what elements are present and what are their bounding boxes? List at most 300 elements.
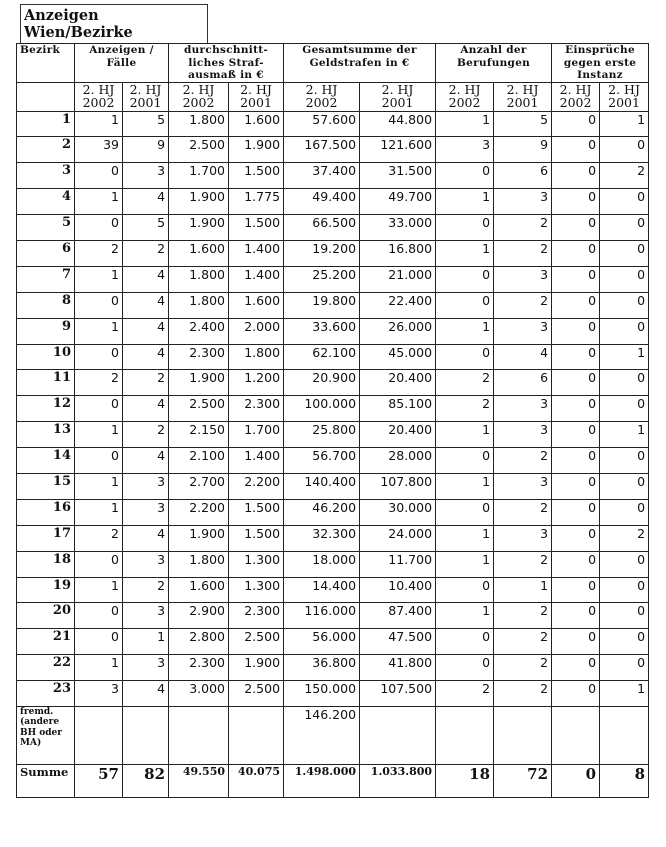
table-cell (552, 706, 600, 764)
bezirk-number: 20 (17, 603, 75, 629)
table-cell: 1 (123, 629, 169, 655)
table-cell: 24.000 (360, 525, 436, 551)
table-cell: 21.000 (360, 266, 436, 292)
table-cell: 39 (75, 137, 123, 163)
table-cell: 0 (552, 396, 600, 422)
table-cell (494, 706, 552, 764)
bezirk-number: 22 (17, 655, 75, 681)
table-cell: 0 (436, 266, 494, 292)
bezirk-number: 9 (17, 318, 75, 344)
table-cell: 0 (436, 655, 494, 681)
table-cell: 3 (494, 422, 552, 448)
header-anzahl-berufungen: Anzahl der Berufungen (436, 44, 552, 83)
table-cell: 1.400 (229, 240, 284, 266)
table-title (20, 4, 208, 44)
table-row (17, 266, 649, 292)
table-cell: 1.900 (169, 189, 229, 215)
table-cell (600, 706, 649, 764)
subheader-half-year: 2. HJ (182, 81, 215, 97)
table-row (17, 240, 649, 266)
table-cell: 1.800 (169, 292, 229, 318)
table-cell: 1.900 (169, 525, 229, 551)
table-cell: 0 (552, 499, 600, 525)
table-cell: 26.000 (360, 318, 436, 344)
table-cell: 0 (600, 240, 649, 266)
table-cell: 3 (123, 655, 169, 681)
table-row (17, 629, 649, 655)
table-cell: 57.600 (284, 111, 360, 137)
table-cell: 3 (123, 603, 169, 629)
table-cell: 1.600 (169, 240, 229, 266)
table-cell: 18.000 (284, 551, 360, 577)
table-cell: 1 (436, 525, 494, 551)
table-cell: 0 (600, 396, 649, 422)
bezirk-number: 21 (17, 629, 75, 655)
table-cell: 3 (494, 266, 552, 292)
table-cell: 2.150 (169, 422, 229, 448)
subheader-half-year: 2. HJ (506, 81, 539, 97)
table-cell: 0 (600, 448, 649, 474)
table-cell: 32.300 (284, 525, 360, 551)
table-cell: 0 (75, 448, 123, 474)
table-cell: 1.500 (229, 163, 284, 189)
table-cell: 2 (600, 163, 649, 189)
table-cell: 0 (552, 266, 600, 292)
table-cell: 4 (123, 318, 169, 344)
table-cell: 4 (123, 189, 169, 215)
table-cell: 2 (494, 215, 552, 241)
subheader-year: 2001 (240, 94, 272, 110)
table-cell: 0 (552, 344, 600, 370)
table-cell: 4 (123, 344, 169, 370)
table-cell: 0 (600, 499, 649, 525)
fremd-row (17, 706, 649, 764)
table-cell: 2 (123, 240, 169, 266)
table-cell: 0 (600, 292, 649, 318)
table-row (17, 603, 649, 629)
subheader-half-year: 2. HJ (608, 81, 640, 97)
table-cell: 19.200 (284, 240, 360, 266)
table-cell: 1 (75, 499, 123, 525)
table-cell: 56.700 (284, 448, 360, 474)
table-cell: 1.775 (229, 189, 284, 215)
bezirk-number: 1 (17, 111, 75, 137)
table-cell: 2 (436, 370, 494, 396)
table-cell: 5 (123, 111, 169, 137)
table-cell: 2 (494, 681, 552, 707)
subheader-year: 2001 (129, 94, 162, 110)
table-cell: 0 (552, 681, 600, 707)
table-cell: 2 (75, 370, 123, 396)
table-cell: 46.200 (284, 499, 360, 525)
subheader-year: 2002 (448, 94, 481, 110)
table-cell: 0 (600, 655, 649, 681)
summe-cell: 18 (436, 764, 494, 797)
subheader-half-year: 2. HJ (381, 81, 414, 97)
table-cell: 22.400 (360, 292, 436, 318)
table-cell: 0 (75, 629, 123, 655)
table-cell: 0 (75, 551, 123, 577)
bezirk-number: 12 (17, 396, 75, 422)
table-cell: 9 (494, 137, 552, 163)
table-cell: 3 (436, 137, 494, 163)
header-gesamtsumme-geldstrafen: Gesamtsumme der Geldstrafen in € (284, 44, 436, 83)
table-cell (229, 706, 284, 764)
bezirk-number: 23 (17, 681, 75, 707)
table-cell: 1 (75, 655, 123, 681)
table-cell: 2 (75, 525, 123, 551)
table-cell: 66.500 (284, 215, 360, 241)
table-cell: 0 (600, 629, 649, 655)
table-cell: 1.200 (229, 370, 284, 396)
table-row (17, 448, 649, 474)
table-cell: 33.000 (360, 215, 436, 241)
table-cell: 3 (75, 681, 123, 707)
table-cell: 107.800 (360, 473, 436, 499)
table-cell: 3 (123, 499, 169, 525)
table-cell: 0 (600, 577, 649, 603)
table-cell: 0 (552, 292, 600, 318)
table-cell: 2 (123, 422, 169, 448)
bezirk-number: 13 (17, 422, 75, 448)
table-cell: 33.600 (284, 318, 360, 344)
bezirk-number: 7 (17, 266, 75, 292)
header-durchschnittliches-strafausmass: durchschnitt-liches Straf-ausmaß in € (169, 44, 284, 83)
table-cell: 62.100 (284, 344, 360, 370)
table-cell: 0 (436, 163, 494, 189)
table-cell: 0 (600, 551, 649, 577)
subheader-period (360, 82, 436, 111)
bezirk-number: 6 (17, 240, 75, 266)
table-cell: 0 (552, 603, 600, 629)
subheader-period (169, 82, 229, 111)
table-cell: 0 (552, 473, 600, 499)
table-cell: 4 (123, 525, 169, 551)
table-cell: 0 (552, 577, 600, 603)
table-cell: 2 (436, 396, 494, 422)
summe-cell: 82 (123, 764, 169, 797)
subheader-period (494, 82, 552, 111)
summe-cell: 49.550 (169, 764, 229, 797)
table-cell: 85.100 (360, 396, 436, 422)
subheader-row (17, 82, 649, 111)
table-cell: 1.300 (229, 551, 284, 577)
table-cell: 1.900 (229, 137, 284, 163)
bezirk-number: 18 (17, 551, 75, 577)
subheader-year: 2001 (506, 94, 539, 110)
table-cell: 1.400 (229, 448, 284, 474)
table-row (17, 137, 649, 163)
table-cell: 2 (494, 655, 552, 681)
subheader-year: 2001 (608, 94, 640, 110)
table-cell: 11.700 (360, 551, 436, 577)
table-cell: 3.000 (169, 681, 229, 707)
table-cell: 2 (494, 551, 552, 577)
table-row (17, 370, 649, 396)
summe-cell: 72 (494, 764, 552, 797)
table-cell: 1 (75, 577, 123, 603)
table-cell: 49.700 (360, 189, 436, 215)
table-cell: 146.200 (284, 706, 360, 764)
table-cell (75, 706, 123, 764)
table-cell: 1 (436, 318, 494, 344)
table-cell: 2.400 (169, 318, 229, 344)
table-cell: 0 (75, 215, 123, 241)
table-cell: 0 (552, 318, 600, 344)
table-cell: 2.500 (169, 396, 229, 422)
table-cell: 1.800 (169, 266, 229, 292)
table-cell: 36.800 (284, 655, 360, 681)
table-cell: 2 (436, 681, 494, 707)
table-cell: 1.600 (169, 577, 229, 603)
table-row (17, 189, 649, 215)
table-row (17, 318, 649, 344)
table-cell: 0 (600, 603, 649, 629)
subheader-year: 2002 (559, 94, 592, 110)
table-cell: 2.500 (229, 629, 284, 655)
table-cell: 2.300 (229, 396, 284, 422)
bezirk-number: 14 (17, 448, 75, 474)
table-cell: 0 (552, 240, 600, 266)
table-cell: 87.400 (360, 603, 436, 629)
table-cell: 1 (436, 111, 494, 137)
table-cell: 121.600 (360, 137, 436, 163)
title-line-1: Anzeigen (24, 7, 99, 24)
summe-cell: 0 (552, 764, 600, 797)
table-cell: 0 (600, 370, 649, 396)
table-cell: 2.800 (169, 629, 229, 655)
table-cell: 100.000 (284, 396, 360, 422)
table-cell: 2 (494, 603, 552, 629)
table-cell: 0 (436, 629, 494, 655)
table-cell: 140.400 (284, 473, 360, 499)
subheader-half-year: 2. HJ (240, 81, 272, 97)
subheader-year: 2001 (381, 94, 414, 110)
table-row (17, 577, 649, 603)
table-cell: 3 (494, 473, 552, 499)
table-row (17, 473, 649, 499)
table-cell: 10.400 (360, 577, 436, 603)
table-cell: 1.500 (229, 215, 284, 241)
bezirk-number: 2 (17, 137, 75, 163)
table-cell: 1 (75, 266, 123, 292)
table-cell: 2 (494, 448, 552, 474)
table-cell: 45.000 (360, 344, 436, 370)
table-row (17, 655, 649, 681)
table-cell: 0 (75, 344, 123, 370)
subheader-empty (17, 82, 75, 111)
table-cell: 1.500 (229, 525, 284, 551)
subheader-year: 2002 (82, 94, 115, 110)
summe-cell: 57 (75, 764, 123, 797)
table-row (17, 396, 649, 422)
table-cell: 1 (600, 422, 649, 448)
table-cell: 1.900 (169, 215, 229, 241)
table-cell: 0 (75, 163, 123, 189)
table-cell: 0 (436, 577, 494, 603)
table-cell: 0 (552, 189, 600, 215)
table-cell: 1 (436, 240, 494, 266)
table-cell: 0 (436, 292, 494, 318)
subheader-half-year: 2. HJ (305, 81, 338, 97)
table-cell: 0 (552, 629, 600, 655)
table-cell: 30.000 (360, 499, 436, 525)
table-cell: 0 (552, 525, 600, 551)
table-cell: 28.000 (360, 448, 436, 474)
table-cell (123, 706, 169, 764)
subheader-period (75, 82, 123, 111)
header-einsprueche: Einsprüche gegen erste Instanz (552, 44, 649, 83)
table-cell: 19.800 (284, 292, 360, 318)
summe-row (17, 764, 649, 797)
table-cell: 2 (494, 292, 552, 318)
table-cell: 31.500 (360, 163, 436, 189)
table-cell: 1 (75, 422, 123, 448)
table-cell: 116.000 (284, 603, 360, 629)
table-cell: 0 (600, 137, 649, 163)
subheader-half-year: 2. HJ (129, 81, 162, 97)
table-row (17, 525, 649, 551)
bezirk-number: 17 (17, 525, 75, 551)
table-cell: 3 (494, 396, 552, 422)
table-cell: 1.800 (229, 344, 284, 370)
table-row (17, 111, 649, 137)
table-cell: 0 (552, 370, 600, 396)
table-cell: 2.300 (229, 603, 284, 629)
table-row (17, 163, 649, 189)
table-row (17, 681, 649, 707)
table-cell: 2.500 (169, 137, 229, 163)
table-cell: 4 (123, 292, 169, 318)
table-cell: 25.200 (284, 266, 360, 292)
table-cell: 37.400 (284, 163, 360, 189)
table-cell: 44.800 (360, 111, 436, 137)
table-cell: 0 (436, 448, 494, 474)
table-cell: 3 (494, 189, 552, 215)
table-cell: 1 (75, 189, 123, 215)
table-cell: 2.000 (229, 318, 284, 344)
table-cell: 0 (552, 422, 600, 448)
table-cell: 0 (75, 292, 123, 318)
subheader-half-year: 2. HJ (559, 81, 592, 97)
table-cell: 2 (123, 577, 169, 603)
subheader-period (436, 82, 494, 111)
summe-cell: 40.075 (229, 764, 284, 797)
table-cell: 1.900 (229, 655, 284, 681)
table-cell: 2.300 (169, 344, 229, 370)
table-cell: 0 (552, 551, 600, 577)
table-cell: 107.500 (360, 681, 436, 707)
table-row (17, 551, 649, 577)
table-cell: 1 (600, 344, 649, 370)
table-cell: 0 (75, 603, 123, 629)
table-cell: 0 (600, 189, 649, 215)
table-cell: 0 (600, 266, 649, 292)
table-cell: 2 (123, 370, 169, 396)
table-cell: 5 (494, 111, 552, 137)
bezirk-number: 15 (17, 473, 75, 499)
summe-cell: 1.498.000 (284, 764, 360, 797)
anzeigen-table (16, 43, 649, 798)
table-cell: 0 (436, 499, 494, 525)
table-cell: 2 (494, 629, 552, 655)
table-cell: 2.700 (169, 473, 229, 499)
table-cell: 1.400 (229, 266, 284, 292)
table-cell (169, 706, 229, 764)
bezirk-number: 16 (17, 499, 75, 525)
table-cell: 1 (436, 473, 494, 499)
table-cell: 1 (75, 111, 123, 137)
subheader-period (229, 82, 284, 111)
table-cell: 49.400 (284, 189, 360, 215)
summe-cell: 8 (600, 764, 649, 797)
table-cell: 5 (123, 215, 169, 241)
header-row (17, 44, 649, 83)
subheader-period (284, 82, 360, 111)
table-cell: 6 (494, 370, 552, 396)
table-cell: 0 (75, 396, 123, 422)
table-cell: 9 (123, 137, 169, 163)
table-cell: 3 (123, 163, 169, 189)
table-cell: 3 (494, 525, 552, 551)
subheader-year: 2002 (305, 94, 338, 110)
table-cell: 2 (600, 525, 649, 551)
table-cell: 1 (436, 551, 494, 577)
table-cell: 0 (436, 215, 494, 241)
table-cell: 0 (552, 111, 600, 137)
table-cell: 167.500 (284, 137, 360, 163)
table-cell: 1 (600, 111, 649, 137)
table-cell: 1 (436, 603, 494, 629)
table-row (17, 499, 649, 525)
table-cell: 1 (436, 422, 494, 448)
table-cell: 16.800 (360, 240, 436, 266)
table-cell: 0 (552, 163, 600, 189)
table-cell: 1.600 (229, 292, 284, 318)
table-cell: 1.800 (169, 551, 229, 577)
table-cell: 1 (600, 681, 649, 707)
table-cell: 150.000 (284, 681, 360, 707)
table-cell: 2 (494, 499, 552, 525)
table-cell: 56.000 (284, 629, 360, 655)
table-row (17, 215, 649, 241)
table-row (17, 344, 649, 370)
subheader-half-year: 2. HJ (448, 81, 481, 97)
header-anzeigen-faelle: Anzeigen / Fälle (75, 44, 169, 83)
table-cell: 2.900 (169, 603, 229, 629)
bezirk-number: 11 (17, 370, 75, 396)
bezirk-number: 5 (17, 215, 75, 241)
table-cell: 1 (75, 318, 123, 344)
summe-cell: 1.033.800 (360, 764, 436, 797)
table-cell: 41.800 (360, 655, 436, 681)
table-body (17, 111, 649, 797)
table-row (17, 292, 649, 318)
table-cell: 4 (123, 396, 169, 422)
table-cell: 3 (123, 551, 169, 577)
table-cell: 1.800 (169, 111, 229, 137)
table-row (17, 422, 649, 448)
table-cell: 3 (123, 473, 169, 499)
table-cell: 1.900 (169, 370, 229, 396)
table-cell: 1.300 (229, 577, 284, 603)
bezirk-number: 3 (17, 163, 75, 189)
subheader-year: 2002 (182, 94, 215, 110)
table-cell: 1 (436, 189, 494, 215)
table-cell: 3 (494, 318, 552, 344)
table-cell: 20.400 (360, 370, 436, 396)
table-cell: 20.900 (284, 370, 360, 396)
